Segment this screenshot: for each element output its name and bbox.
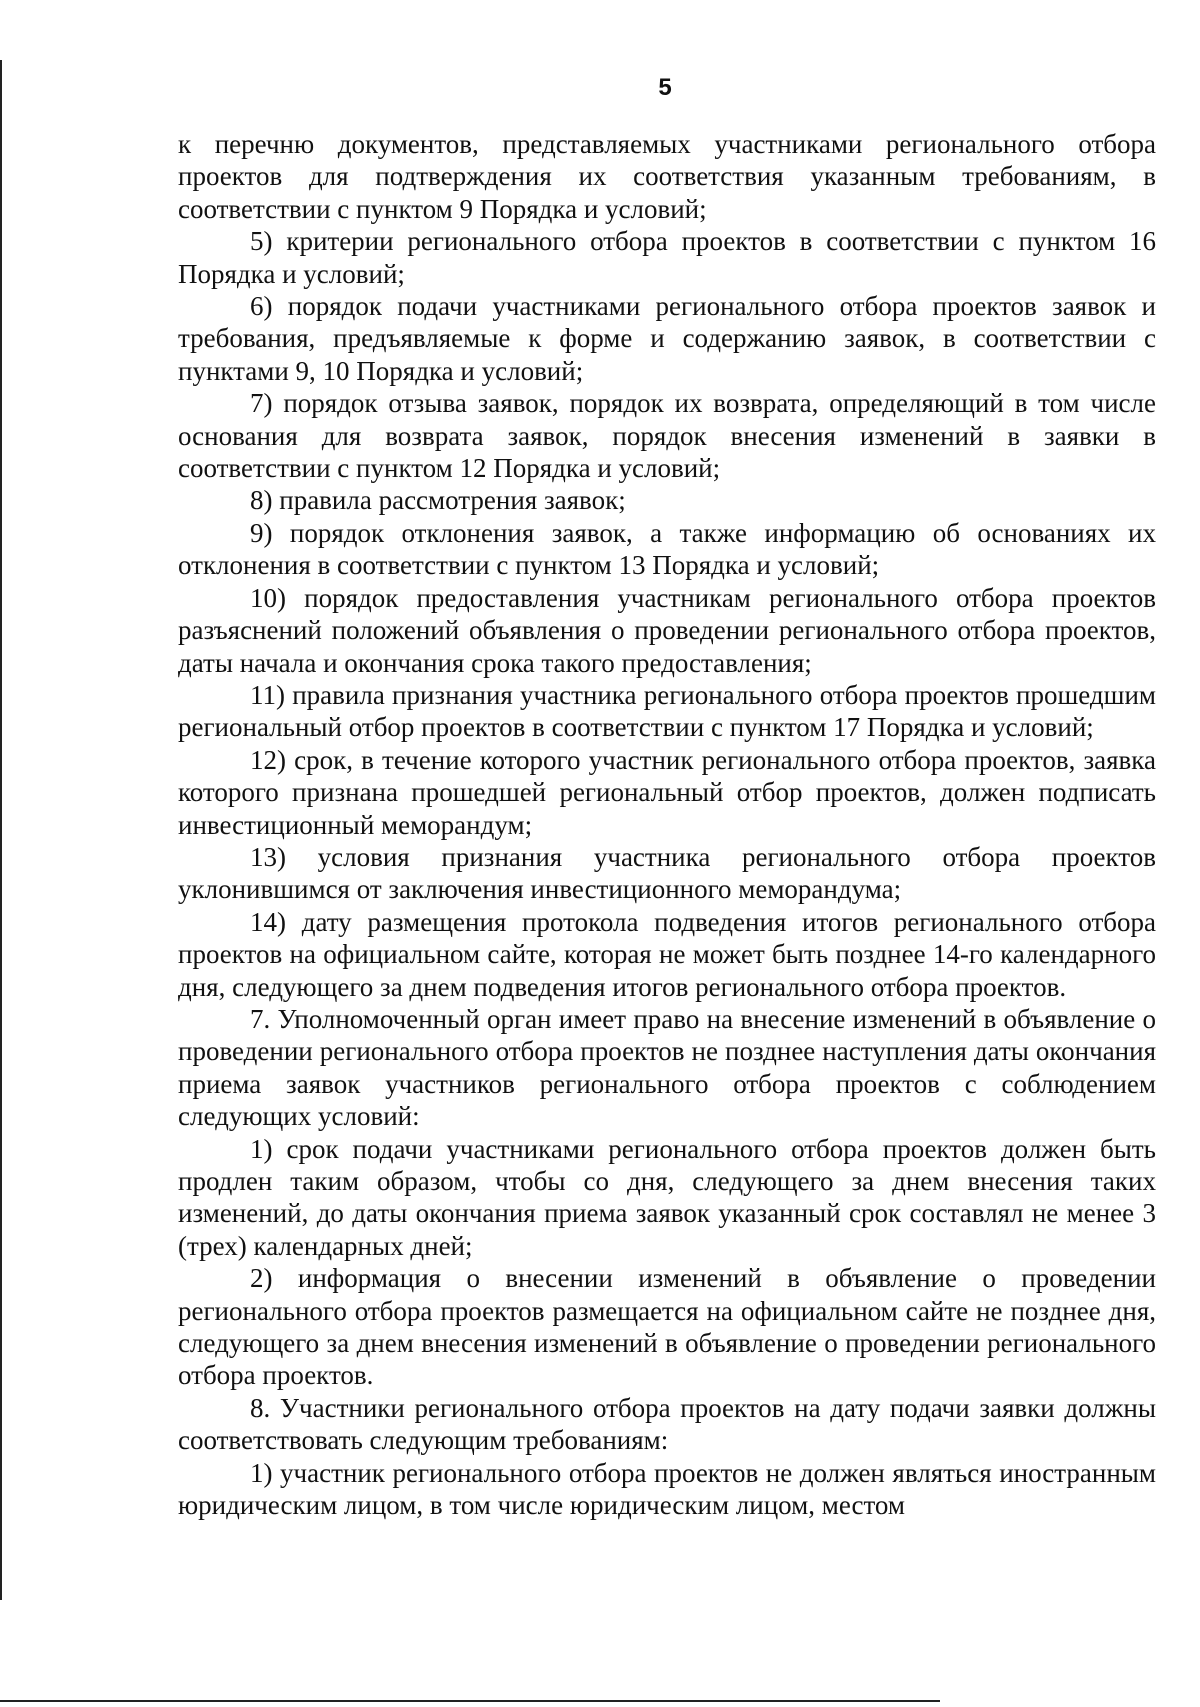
list-item-14: 14) дату размещения протокола подведения итогов регионального отбора проектов на официальном сайте, которая не может быть позднее 14-го календарного дня, следующего за днем подведения итогов регионального отбора проектов. bbox=[178, 906, 1156, 1002]
section-7: 7. Уполномоченный орган имеет право на внесение изменений в объявление о проведении регионального отбора проектов не позднее наступления даты окончания приема заявок участников регионального отбора проектов с соблюдением следующих условий: bbox=[178, 1003, 1156, 1132]
list-item-7: 7) порядок отзыва заявок, порядок их возврата, определяющий в том числе основания для возврата заявок, порядок внесения изменений в заявки в соответствии с пунктом 12 Порядка и условий; bbox=[178, 388, 1156, 484]
list-item-12: 12) срок, в течение которого участник регионального отбора проектов, заявка которого признана прошедшей региональный отбор проектов, должен подписать инвестиционный меморандум; bbox=[178, 744, 1156, 840]
section-8-item-1: 1) участник регионального отбора проектов не должен являться иностранным юридическим лицом, в том числе юридическим лицом, местом bbox=[178, 1457, 1156, 1521]
paragraph-continuation: к перечню документов, представляемых участниками регионального отбора проектов для подтверждения их соответствия указанным требованиям, в соответствии с пунктом 9 Порядка и условий; bbox=[178, 129, 1156, 224]
list-item-9: 9) порядок отклонения заявок, а также информацию об основаниях их отклонения в соответствии с пунктом 13 Порядка и условий; bbox=[178, 517, 1156, 581]
scan-edge-left bbox=[0, 60, 2, 1600]
list-item-8: 8) правила рассмотрения заявок; bbox=[250, 485, 626, 516]
list-item-6: 6) порядок подачи участниками регионального отбора проектов заявок и требования, предъявляемые к форме и содержанию заявок, в соответствии с пунктами 9, 10 Порядка и условий; bbox=[178, 291, 1156, 386]
scan-edge-bottom bbox=[0, 1700, 940, 1702]
list-item-5: 5) критерии регионального отбора проектов в соответствии с пунктом 16 Порядка и условий; bbox=[178, 226, 1156, 289]
section-8: 8. Участники регионального отбора проектов на дату подачи заявки должны соответствовать следующим требованиям: bbox=[178, 1392, 1156, 1456]
list-item-11: 11) правила признания участника регионального отбора проектов прошедшим региональный отбор проектов в соответствии с пунктом 17 Порядка и условий; bbox=[178, 679, 1156, 743]
list-item-13: 13) условия признания участника регионального отбора проектов уклонившимся от заключения инвестиционного меморандума; bbox=[178, 841, 1156, 905]
document-body bbox=[178, 128, 1156, 1521]
section-7-item-1: 1) срок подачи участниками регионального отбора проектов должен быть продлен таким образом, чтобы со дня, следующего за днем внесения таких изменений, до даты окончания приема заявок указанный срок составлял не менее 3 (трех) календарных дней; bbox=[178, 1133, 1156, 1261]
section-7-item-2: 2) информация о внесении изменений в объявление о проведении регионального отбора проектов размещается на официальном сайте не позднее дня, следующего за днем внесения изменений в объявление о проведении регионального отбора проектов. bbox=[178, 1263, 1156, 1391]
list-item-10: 10) порядок предоставления участникам регионального отбора проектов разъяснений положений объявления о проведении регионального отбора проектов, даты начала и окончания срока такого предоставления; bbox=[178, 582, 1156, 678]
page-number: 5 bbox=[658, 74, 672, 101]
